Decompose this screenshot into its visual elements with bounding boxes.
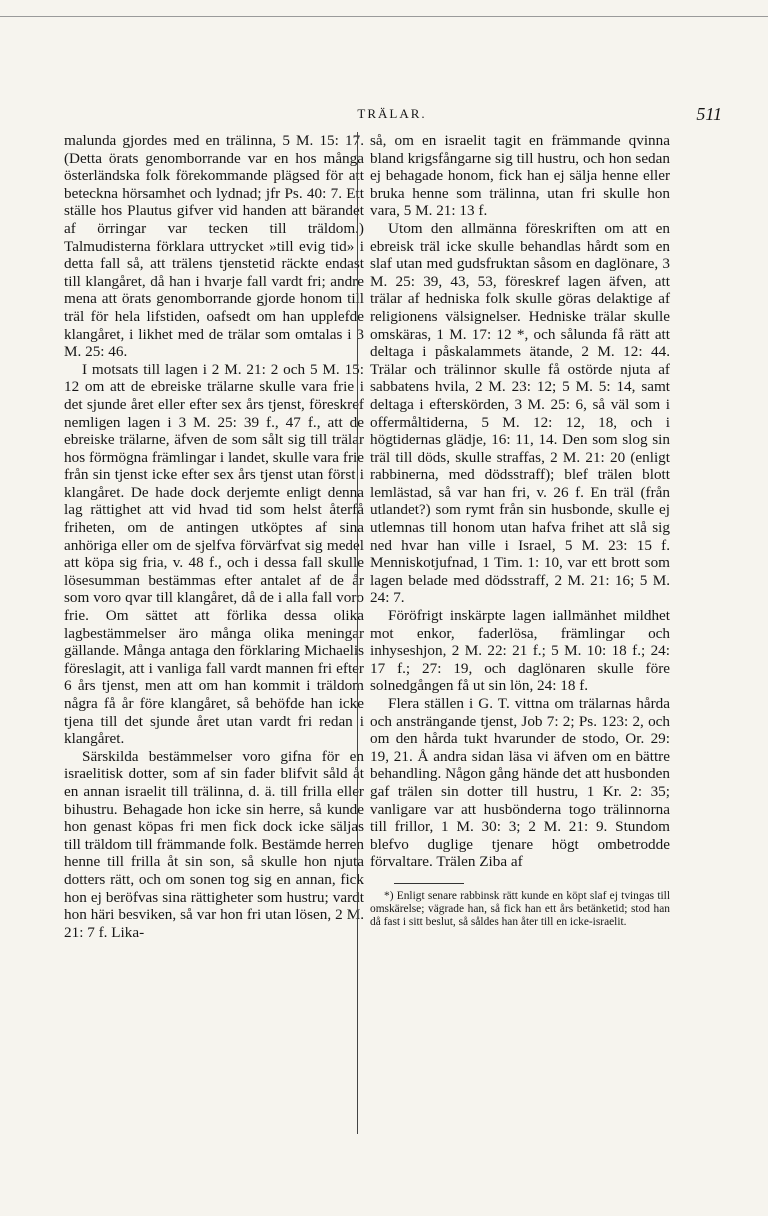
scan-edge-line <box>0 16 768 17</box>
paragraph: malunda gjordes med en trälinna, 5 M. 15: 17. (Detta örats genomborrande var en hos många österländska folk förekommande plägsed för att beteckna hörsamhet och lydnad; jfr Ps. 40: 7. Ett ställe hos Plautus gifver vid handen att bärandet af örringar var tecken till träldom.) Talmudisterna förklara uttrycket »till evig tid» i detta fall så, att trälens tjenstetid räckte endast till klangåret, då han i hvarje fall vardt fri; andre mena att örats genomborrande gjorde honom till träl för hela lifstiden, oafsedt om han upplefde klangåret, i likhet med de trälar som omtalas i 3 M. 25: 46. <box>64 132 364 361</box>
page-header <box>62 104 722 128</box>
paragraph: så, om en israelit tagit en främmande qvinna bland krigsfångarne sig till hustru, och hon sedan ej behagade honom, fick han ej sälja henne eller bruka henne som trälinna, utan fri skulle hon vara, 5 M. 21: 13 f. <box>370 132 670 220</box>
paragraph: I motsats till lagen i 2 M. 21: 2 och 5 M. 15: 12 om att de ebreiske trälarne skulle vara frie i det sjunde året eller efter sex års tjenst, föreskref nemligen lagen i 3 M. 25: 39 f., 47 f., att de ebreiske trälarne, äfven de som sålt sig till trälar hos förmögna främlingar i landet, skulle vara frie från sin tjenst icke efter sex års tjenst utan först i klangåret. De hade dock derjemte enligt denna lag rättighet att vid hvad tid som helst återfå friheten, om de antingen utköptes af sina anhöriga eller om de sjelfva förvärfvat sig medel att köpa sig fria, v. 48 f., och i dessa fall skulle lösesumman bestämmas efter antalet af de år som voro qvar till klangåret, då de i alla fall voro frie. Om sättet att förlika dessa olika lagbestämmelser äro många olika meningar gällande. Många antaga den förklaring Michaelis föreslagit, att i vanliga fall vardt mannen fri efter 6 års tjenst, men att om han kommit i träldom några få år före klangåret, så behöfde han icke tjena till det sjunde året utan vardt fri redan i klangåret. <box>64 360 364 748</box>
right-column <box>370 132 670 929</box>
page-number: 511 <box>696 104 722 124</box>
footnote: *) Enligt senare rabbinsk rätt kunde en köpt slaf ej tvingas till omskärelse; vägrade han, så fick han ett års betänketid; stod han då fast i sitt beslut, så såldes han åter till en icke-israelit. <box>370 889 670 928</box>
paragraph: Flera ställen i G. T. vittna om trälarnas hårda och ansträngande tjenst, Job 7: 2; Ps. 123: 2, och om den hårda tukt hvarunder de stodo, Or. 29: 19, 21. Å andra sidan läsa vi äfven om en bättre behandling. Någon gång hände det att husbonden gaf trälen sin dotter till hustru, 1 Kr. 2: 35; vanligare var att husbönderna togo trälinnorna till frillor, 1 M. 30: 3; 2 M. 21: 9. Stundom blefvo duglige tjenare högt ombetrodde förvaltare. Trälen Ziba af <box>370 695 670 871</box>
paragraph: Utom den allmänna föreskriften om att en ebreisk träl icke skulle behandlas hårdt som en slaf utan med gudsfruktan såsom en daglönare, 3 M. 25: 39, 43, 53, föreskref lagen äfven, att trälar af hedniska folk skulle göras delaktige af religionens välsignelser. Hedniske trälar skulle omskäras, 1 M. 17: 12 *, och sålunda få rätt att deltaga i påskalammets ätande, 2 M. 12: 44. Trälar och trälinnor skulle få ostörde njuta af sabbatens hvila, 2 M. 23: 12; 5 M. 5: 14, samt deltaga i efterskörden, 3 M. 25: 6, så väl som i offermåltiderna, 5 M. 12: 12, 18, och i högtidernas glädje, 16: 11, 14. Den som slog sin träl till döds, skulle straffas, 2 M. 21: 20 (enligt rabbinerna, med dödsstraff); blef trälen blott lemlästad, så var han fri, v. 26 f. En träl (från utlandet?) som rymt från sin husbonde, skulle ej utlemnas till honom utan hafva frihet att slå sig ned hvar han ville i Israel, 5 M. 23: 15 f. Menniskotjufnad, 1 Tim. 1: 10, var ett brott som lagen belade med dödsstraff, 2 M. 21: 16; 5 M. 24: 7. <box>370 219 670 607</box>
left-column <box>64 132 364 941</box>
running-head: TRÄLAR. <box>357 106 427 121</box>
column-divider <box>357 132 358 1134</box>
paragraph: Föröfrigt inskärpte lagen iallmänhet mildhet mot enkor, faderlösa, främlingar och inhyseshjon, 2 M. 22: 21 f.; 5 M. 10: 18 f.; 24: 17 f.; 27: 19, och daglönaren skulle före solnedgången få ut sin lön, 24: 18 f. <box>370 607 670 695</box>
paragraph: Särskilda bestämmelser voro gifna för en israelitisk dotter, som af sin fader blifvit såld åt en annan israelit till trälinna, d. ä. till frilla eller bihustru. Behagade hon icke sin herre, så kunde hon genast köpas fri men fick dock icke säljas till träldom till främmande folk. Bestämde herren henne till frilla åt sin son, så skulle hon njuta dotters rätt, och om sonen tog sig en annan, fick hon ej beröfvas sina rättigheter som hustru; vardt hon häri besviken, så var hon fri utan lösen, 2 M. 21: 7 f. Lika- <box>64 747 364 941</box>
footnote-rule <box>394 883 464 884</box>
